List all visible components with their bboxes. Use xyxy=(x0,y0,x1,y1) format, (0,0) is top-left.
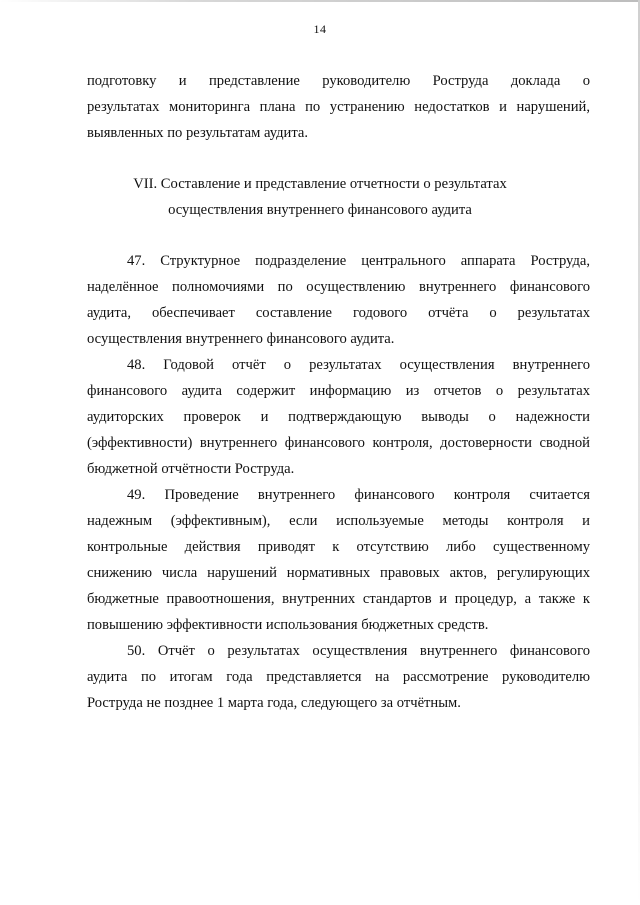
paragraph-line: аудиторских проверок и подтверждающую выводы о надежности xyxy=(87,409,590,425)
paragraph-line: 47. Структурное подразделение центрального аппарата Роструда, xyxy=(127,253,590,269)
section-heading xyxy=(0,171,640,223)
paragraph-line: Роструда не позднее 1 марта года, следующего за отчётным. xyxy=(87,695,461,711)
intro-paragraph xyxy=(87,68,590,146)
paragraph-line: 48. Годовой отчёт о результатах осуществления внутреннего xyxy=(127,357,590,373)
paragraph-47 xyxy=(87,248,590,352)
intro-line: подготовку и представление руководителю Роструда доклада о xyxy=(87,73,590,89)
paragraph-line: контрольные действия приводят к отсутствию либо существенному xyxy=(87,539,590,555)
paragraph-line: наделённое полномочиями по осуществлению внутреннего финансового xyxy=(87,279,590,295)
paragraph-line: повышению эффективности использования бюджетных средств. xyxy=(87,617,489,633)
intro-line: результатах мониторинга плана по устранению недостатков и нарушений, xyxy=(87,99,590,115)
paragraph-line: осуществления внутреннего финансового аудита. xyxy=(87,331,395,347)
paragraph-line: (эффективности) внутреннего финансового контроля, достоверности сводной xyxy=(87,435,590,451)
paragraph-line: снижению числа нарушений нормативных правовых актов, регулирующих xyxy=(87,565,590,581)
paragraph-50 xyxy=(87,638,590,716)
paragraph-line: финансового аудита содержит информацию из отчетов о результатах xyxy=(87,383,590,399)
paragraph-line: 50. Отчёт о результатах осуществления внутреннего финансового xyxy=(127,643,590,659)
paragraph-line: аудита, обеспечивает составление годового отчёта о результатах xyxy=(87,305,590,321)
paragraph-49 xyxy=(87,482,590,638)
section-heading-line: VII. Составление и представление отчетности о результатах xyxy=(133,176,507,192)
paragraph-line: надежным (эффективным), если используемые методы контроля и xyxy=(87,513,590,529)
paragraph-line: 49. Проведение внутреннего финансового контроля считается xyxy=(127,487,590,503)
page-number: 14 xyxy=(313,22,327,36)
paragraph-line: бюджетной отчётности Роструда. xyxy=(87,461,295,477)
intro-line: выявленных по результатам аудита. xyxy=(87,125,309,141)
section-heading-line: осуществления внутреннего финансового аудита xyxy=(168,202,472,218)
paragraph-48 xyxy=(87,352,590,482)
scan-top-edge xyxy=(0,0,640,2)
paragraph-line: бюджетные правоотношения, внутренних стандартов и процедур, а также к xyxy=(87,591,590,607)
paragraph-line: аудита по итогам года представляется на рассмотрение руководителю xyxy=(87,669,590,685)
